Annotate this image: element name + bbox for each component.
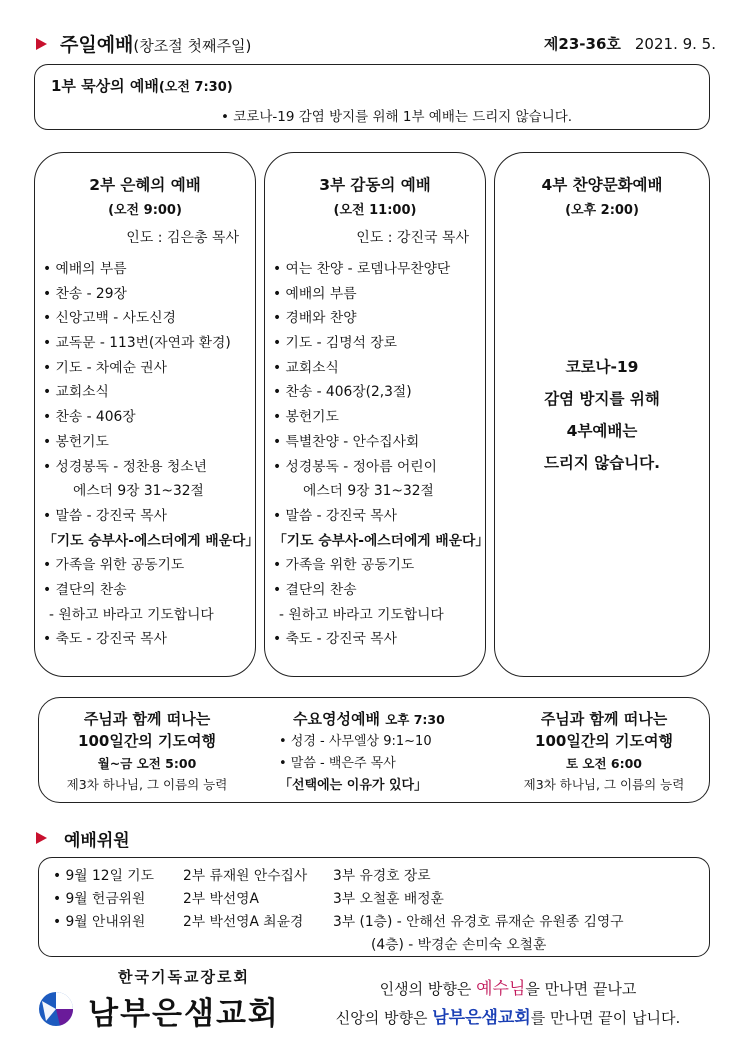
list-item: • 특별찬양 - 안수집사회 [273,433,420,450]
journey-title-line: 주님과 함께 떠나는 [540,710,668,728]
service-4-box [494,152,710,677]
page-subtitle: (창조절 첫째주일) [133,37,252,55]
list-item: • 가족을 위한 공동기도 [43,557,185,574]
wednesday-time: 오후 7:30 [385,712,445,727]
staff-3rd: 3부 (1층) - 안해선 유경호 류재순 유원종 김영구 [333,914,624,930]
journey-time: 토 오전 6:00 [565,756,643,771]
list-item: 에스더 9장 31~32절 [303,483,434,500]
service-2-title: 2부 은혜의 예배 [89,176,201,194]
list-item: • 결단의 찬송 [43,581,127,598]
slogan-line-1: 인생의 방향은 예수님을 만나면 끝나고 [379,979,637,999]
message-line: 4부예배는 [566,422,638,440]
staff-3rd: 3부 오철훈 배정훈 [333,891,444,907]
service-1-note: • 코로나-19 감염 방지를 위해 1부 예배는 드리지 않습니다. [221,109,573,125]
journey-desc: 제3차 하나님, 그 이름의 능력 [66,777,228,792]
weekly-services-box [38,697,710,803]
slogan-highlight-jesus: 예수님 [476,979,526,999]
list-item: • 찬송 - 406장(2,3절) [273,384,412,401]
list-item: • 여는 찬양 - 로뎀나무찬양단 [273,261,451,277]
staff-2nd: 2부 박선영A [183,891,259,907]
message-line: 코로나-19 [565,358,639,376]
service-4-message [495,351,709,479]
list-item: • 신앙고백 - 사도신경 [43,310,176,327]
wednesday-title: 수요영성예배 오후 7:30 [293,710,445,728]
staff-role: • 9월 헌금위원 [53,891,146,907]
wednesday-sermon-title: 「선택에는 이유가 있다」 [279,778,428,793]
list-item: • 봉헌기도 [273,409,339,426]
list-item: • 기도 - 김명석 장로 [273,335,397,352]
slogan-line-2: 신앙의 방향은 남부은샘교회를 만나면 끝이 납니다. [335,1008,681,1028]
sermon-title: 「기도 승부사-에스더에게 배운다」 [273,532,490,549]
bulletin-header [36,30,716,58]
list-item: • 봉헌기도 [43,433,109,450]
list-item: • 가족을 위한 공동기도 [273,557,415,574]
church-logo-icon [38,991,74,1027]
list-item: • 교회소식 [43,384,109,401]
prayer-journey-saturday [499,708,709,794]
list-item: • 예배의 부름 [43,261,127,277]
list-item: • 말씀 - 강진국 목사 [273,507,397,524]
service-3-leader: 인도 : 강진국 목사 [356,230,469,246]
service-3-order [273,257,489,652]
journey-desc: 제3차 하나님, 그 이름의 능력 [523,777,685,792]
service-1-time: (오전 7:30) [158,80,233,95]
journey-title-line: 100일간의 기도여행 [78,732,216,750]
journey-title-line: 100일간의 기도여행 [535,732,673,750]
service-1-title: 1부 묵상의 예배(오전 7:30) [51,77,233,95]
denomination-name: 한국기독교장로회 [118,968,250,986]
list-item: • 성경봉독 - 정찬용 청소년 [43,458,207,475]
staff-2nd: 2부 류재원 안수집사 [183,868,308,884]
list-item: • 축도 - 강진국 목사 [43,631,167,648]
list-item: • 교독문 - 113번(자연과 환경) [43,335,231,352]
page-title: 주일예배(창조절 첫째주일) [60,34,252,56]
prayer-journey-weekday [47,708,247,794]
list-item: - 원하고 바라고 기도합니다 [49,606,214,623]
journey-title-line: 주님과 함께 떠나는 [83,710,211,728]
list-item: • 예배의 부름 [273,285,357,302]
service-4-time: (오후 2:00) [565,203,639,218]
staff-role: • 9월 안내위원 [53,914,146,930]
staff-title: 예배위원 [64,831,130,851]
service-3-box [264,152,490,677]
list-item: • 축도 - 강진국 목사 [273,631,397,648]
service-3-time: (오전 11:00) [333,203,417,218]
slogan-highlight-church: 남부은샘교회 [432,1008,531,1028]
list-item: • 경배와 찬양 [273,310,357,327]
staff-3rd: (4층) - 박경순 손미숙 오철훈 [371,937,547,953]
service-1-box [34,64,710,130]
service-4-title: 4부 찬양문화예배 [541,176,663,194]
service-2-time: (오전 9:00) [108,203,182,218]
list-item: • 교회소식 [273,359,339,376]
staff-box [38,857,710,957]
list-item: • 말씀 - 강진국 목사 [43,507,167,524]
message-line: 드리지 않습니다. [543,454,661,472]
list-item: • 결단의 찬송 [273,581,357,598]
list-item: • 기도 - 차예순 권사 [43,359,167,376]
church-name: 남부은샘교회 [88,996,280,1032]
service-2-box [34,152,260,677]
red-triangle-icon [36,832,47,844]
wednesday-scripture: • 성경 - 사무엘상 9:1~10 [279,734,432,749]
staff-role: • 9월 12일 기도 [53,868,154,884]
list-item: • 찬송 - 406장 [43,409,136,426]
issue-date: 2021. 9. 5. [634,35,716,53]
journey-time: 월~금 오전 5:00 [97,756,197,771]
wednesday-preacher: • 말씀 - 백은주 목사 [279,756,396,771]
sermon-title: 「기도 승부사-에스더에게 배운다」 [43,532,260,549]
list-item: • 찬송 - 29장 [43,285,127,302]
staff-2nd: 2부 박선영A 최윤경 [183,914,304,930]
service-2-leader: 인도 : 김은총 목사 [126,230,239,246]
wednesday-service [279,708,499,797]
staff-3rd: 3부 유경호 장로 [333,868,431,884]
service-2-order [43,257,259,652]
issue-number: 제23-36호 2021. 9. 5. [543,35,716,53]
list-item: - 원하고 바라고 기도합니다 [279,606,444,623]
list-item: 에스더 9장 31~32절 [73,483,204,500]
list-item: • 성경봉독 - 정아름 어린이 [273,458,437,475]
service-3-title: 3부 감동의 예배 [319,176,431,194]
red-triangle-icon [36,38,47,50]
message-line: 감염 방지를 위해 [544,390,660,408]
